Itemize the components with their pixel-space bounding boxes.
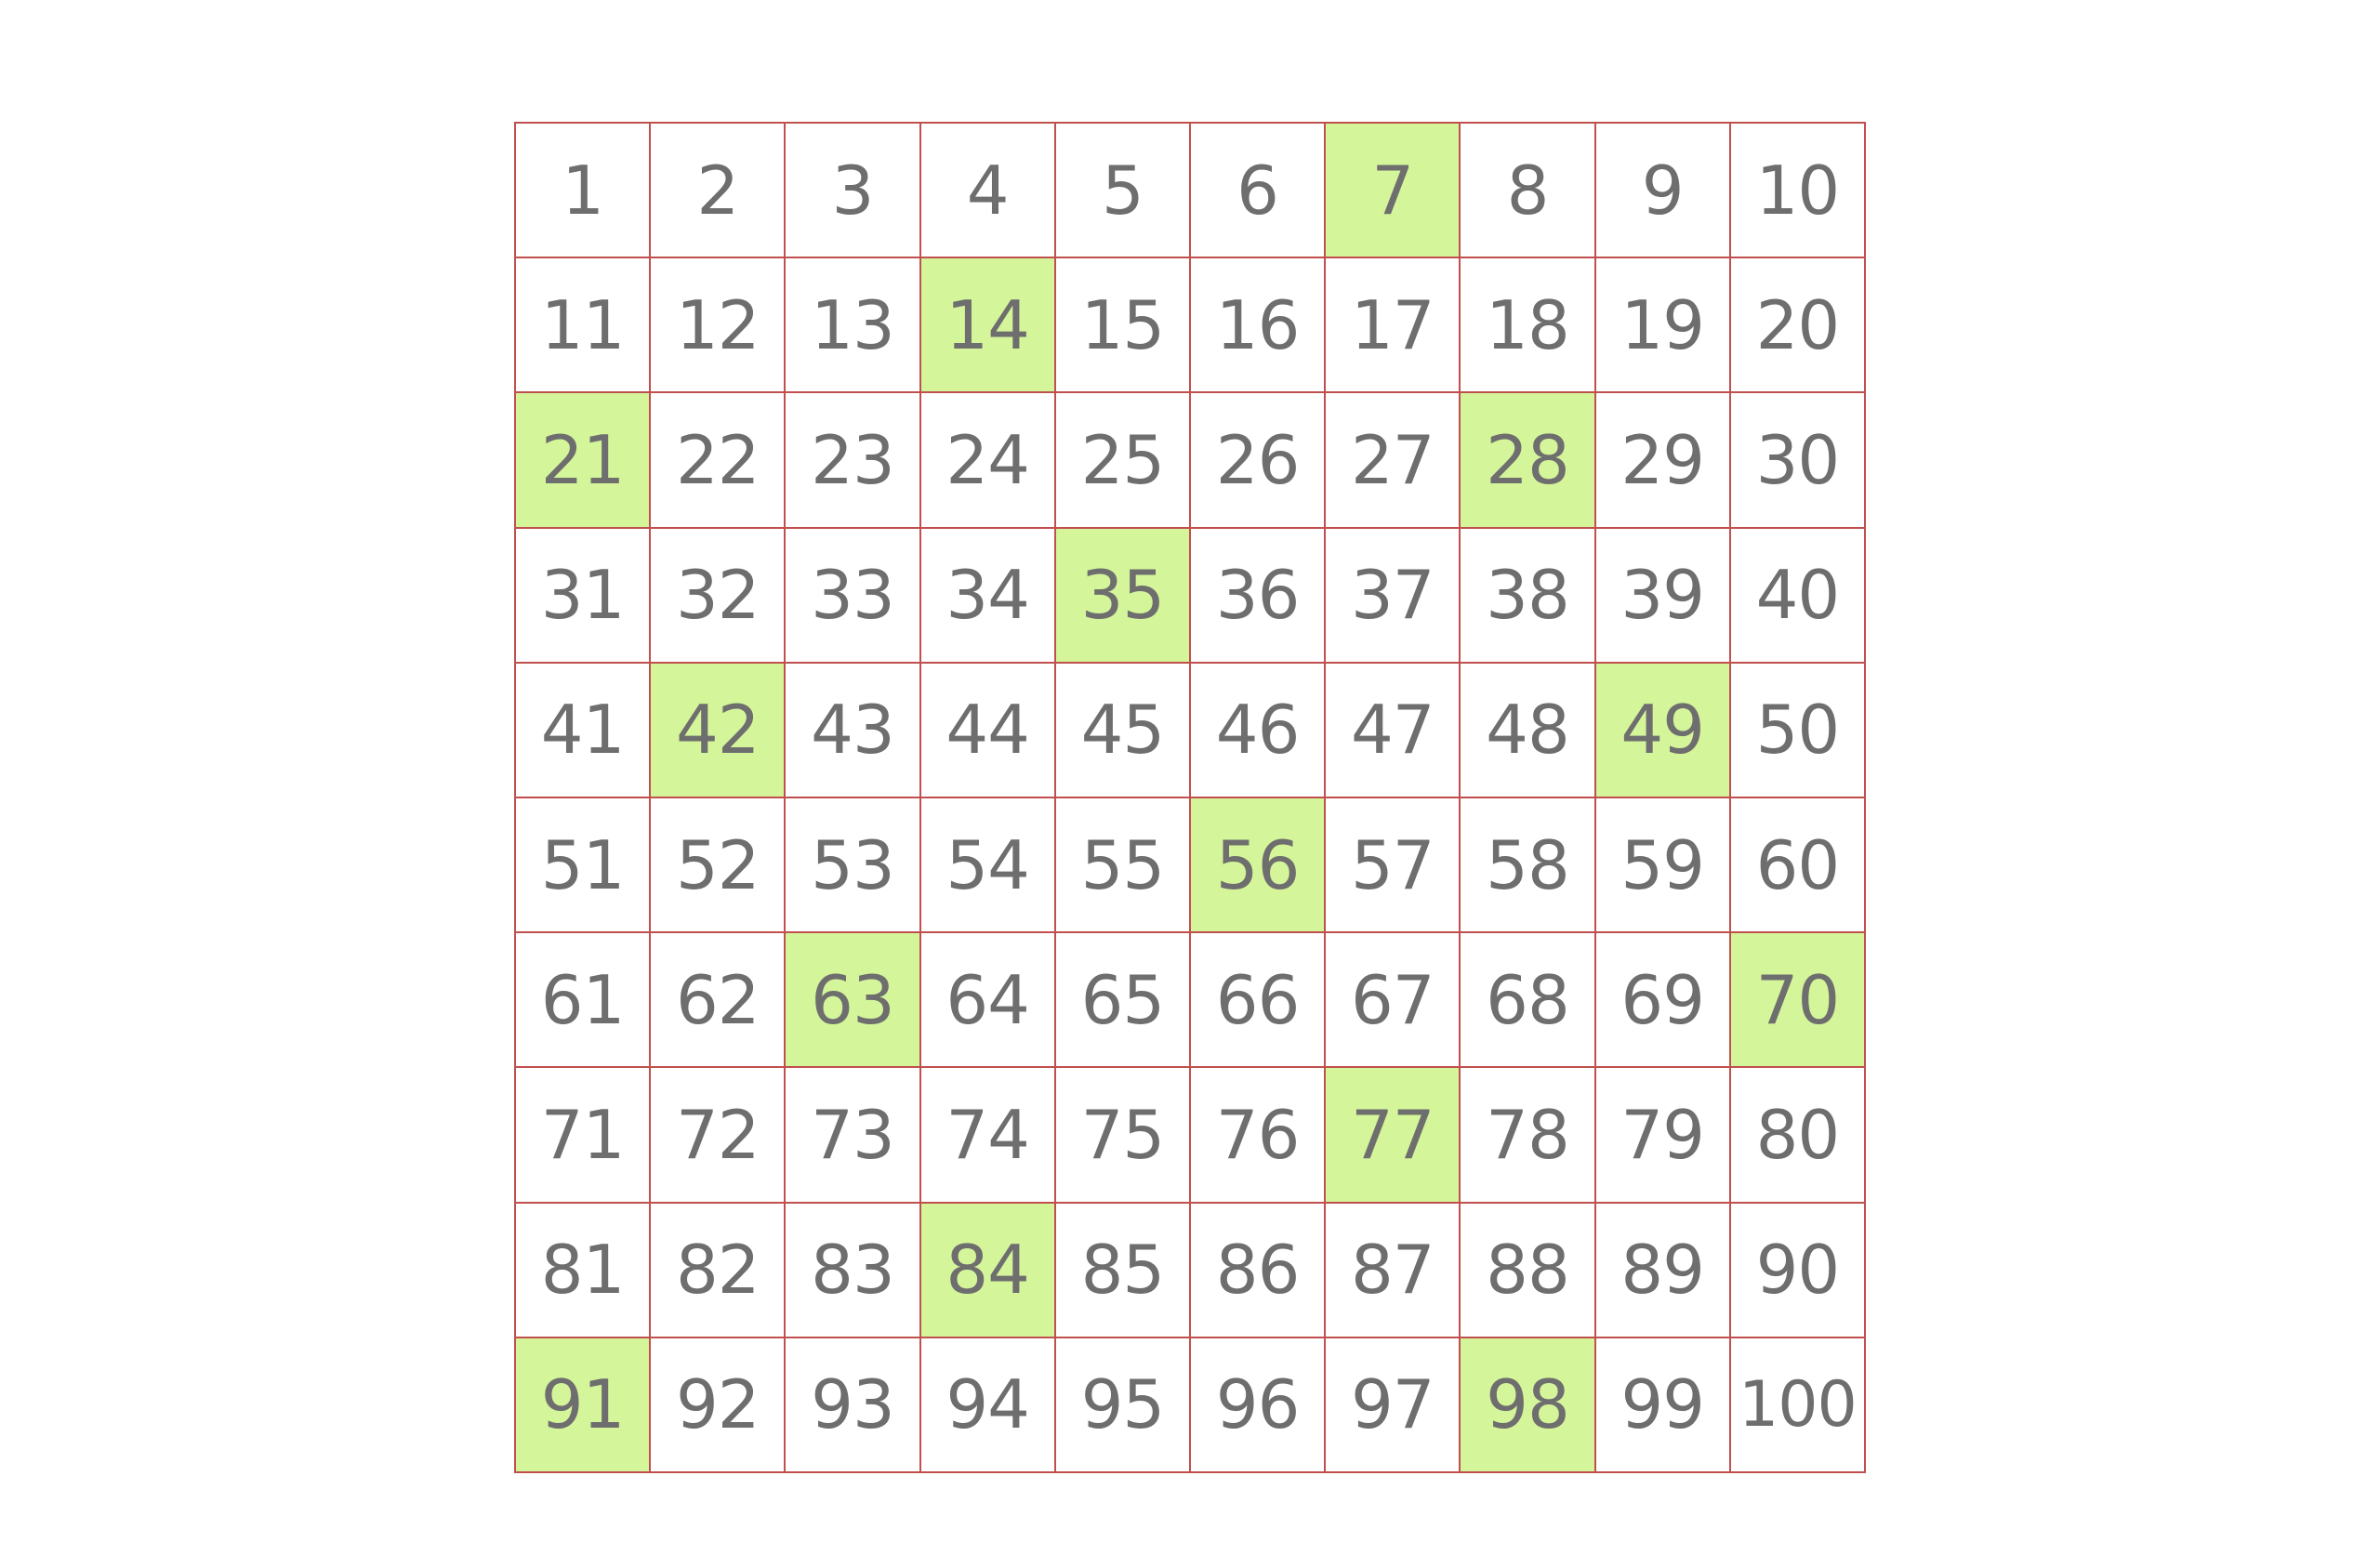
number-cell: 25 <box>1056 393 1191 528</box>
number-cell: 32 <box>651 529 786 664</box>
number-cell: 72 <box>651 1068 786 1203</box>
number-cell: 13 <box>786 258 920 393</box>
number-cell: 55 <box>1056 798 1191 933</box>
number-cell: 100 <box>1731 1338 1866 1473</box>
number-cell: 76 <box>1191 1068 1326 1203</box>
number-cell: 81 <box>516 1204 651 1338</box>
number-cell: 9 <box>1596 124 1731 258</box>
number-cell: 74 <box>921 1068 1056 1203</box>
number-cell: 86 <box>1191 1204 1326 1338</box>
number-cell: 17 <box>1326 258 1461 393</box>
number-cell: 61 <box>516 933 651 1068</box>
number-cell: 18 <box>1461 258 1595 393</box>
number-cell: 19 <box>1596 258 1731 393</box>
number-cell: 93 <box>786 1338 920 1473</box>
number-cell: 43 <box>786 664 920 798</box>
number-cell: 47 <box>1326 664 1461 798</box>
number-cell: 85 <box>1056 1204 1191 1338</box>
number-cell: 23 <box>786 393 920 528</box>
number-cell: 3 <box>786 124 920 258</box>
highlighted-number-cell: 91 <box>516 1338 651 1473</box>
number-cell: 15 <box>1056 258 1191 393</box>
highlighted-number-cell: 42 <box>651 664 786 798</box>
highlighted-number-cell: 56 <box>1191 798 1326 933</box>
number-cell: 68 <box>1461 933 1595 1068</box>
highlighted-number-cell: 98 <box>1461 1338 1595 1473</box>
number-cell: 97 <box>1326 1338 1461 1473</box>
number-cell: 99 <box>1596 1338 1731 1473</box>
highlighted-number-cell: 7 <box>1326 124 1461 258</box>
number-cell: 48 <box>1461 664 1595 798</box>
number-cell: 73 <box>786 1068 920 1203</box>
number-cell: 65 <box>1056 933 1191 1068</box>
number-cell: 87 <box>1326 1204 1461 1338</box>
number-cell: 44 <box>921 664 1056 798</box>
number-cell: 51 <box>516 798 651 933</box>
number-cell: 69 <box>1596 933 1731 1068</box>
number-cell: 96 <box>1191 1338 1326 1473</box>
number-cell: 46 <box>1191 664 1326 798</box>
number-cell: 78 <box>1461 1068 1595 1203</box>
highlighted-number-cell: 70 <box>1731 933 1866 1068</box>
number-cell: 10 <box>1731 124 1866 258</box>
number-cell: 95 <box>1056 1338 1191 1473</box>
number-cell: 31 <box>516 529 651 664</box>
number-cell: 82 <box>651 1204 786 1338</box>
number-cell: 67 <box>1326 933 1461 1068</box>
number-cell: 2 <box>651 124 786 258</box>
highlighted-number-cell: 77 <box>1326 1068 1461 1203</box>
number-cell: 88 <box>1461 1204 1595 1338</box>
number-cell: 94 <box>921 1338 1056 1473</box>
number-cell: 36 <box>1191 529 1326 664</box>
number-cell: 92 <box>651 1338 786 1473</box>
number-cell: 38 <box>1461 529 1595 664</box>
number-cell: 83 <box>786 1204 920 1338</box>
highlighted-number-cell: 49 <box>1596 664 1731 798</box>
number-cell: 24 <box>921 393 1056 528</box>
number-cell: 5 <box>1056 124 1191 258</box>
number-cell: 62 <box>651 933 786 1068</box>
number-cell: 37 <box>1326 529 1461 664</box>
number-cell: 75 <box>1056 1068 1191 1203</box>
number-cell: 26 <box>1191 393 1326 528</box>
number-cell: 22 <box>651 393 786 528</box>
highlighted-number-cell: 63 <box>786 933 920 1068</box>
number-cell: 12 <box>651 258 786 393</box>
number-cell: 11 <box>516 258 651 393</box>
number-cell: 58 <box>1461 798 1595 933</box>
number-cell: 4 <box>921 124 1056 258</box>
number-cell: 16 <box>1191 258 1326 393</box>
number-cell: 53 <box>786 798 920 933</box>
number-cell: 71 <box>516 1068 651 1203</box>
number-cell: 59 <box>1596 798 1731 933</box>
highlighted-number-cell: 21 <box>516 393 651 528</box>
number-cell: 6 <box>1191 124 1326 258</box>
number-cell: 27 <box>1326 393 1461 528</box>
number-cell: 8 <box>1461 124 1595 258</box>
number-cell: 34 <box>921 529 1056 664</box>
number-cell: 79 <box>1596 1068 1731 1203</box>
highlighted-number-cell: 28 <box>1461 393 1595 528</box>
number-cell: 64 <box>921 933 1056 1068</box>
number-cell: 50 <box>1731 664 1866 798</box>
number-cell: 33 <box>786 529 920 664</box>
number-cell: 30 <box>1731 393 1866 528</box>
number-cell: 66 <box>1191 933 1326 1068</box>
number-cell: 54 <box>921 798 1056 933</box>
number-cell: 41 <box>516 664 651 798</box>
number-cell: 80 <box>1731 1068 1866 1203</box>
highlighted-number-cell: 84 <box>921 1204 1056 1338</box>
number-cell: 40 <box>1731 529 1866 664</box>
highlighted-number-cell: 35 <box>1056 529 1191 664</box>
number-cell: 52 <box>651 798 786 933</box>
number-cell: 60 <box>1731 798 1866 933</box>
number-cell: 1 <box>516 124 651 258</box>
number-cell: 20 <box>1731 258 1866 393</box>
number-cell: 39 <box>1596 529 1731 664</box>
hundred-chart-grid <box>514 122 1866 1473</box>
number-cell: 57 <box>1326 798 1461 933</box>
number-cell: 90 <box>1731 1204 1866 1338</box>
number-cell: 45 <box>1056 664 1191 798</box>
number-cell: 29 <box>1596 393 1731 528</box>
highlighted-number-cell: 14 <box>921 258 1056 393</box>
number-cell: 89 <box>1596 1204 1731 1338</box>
